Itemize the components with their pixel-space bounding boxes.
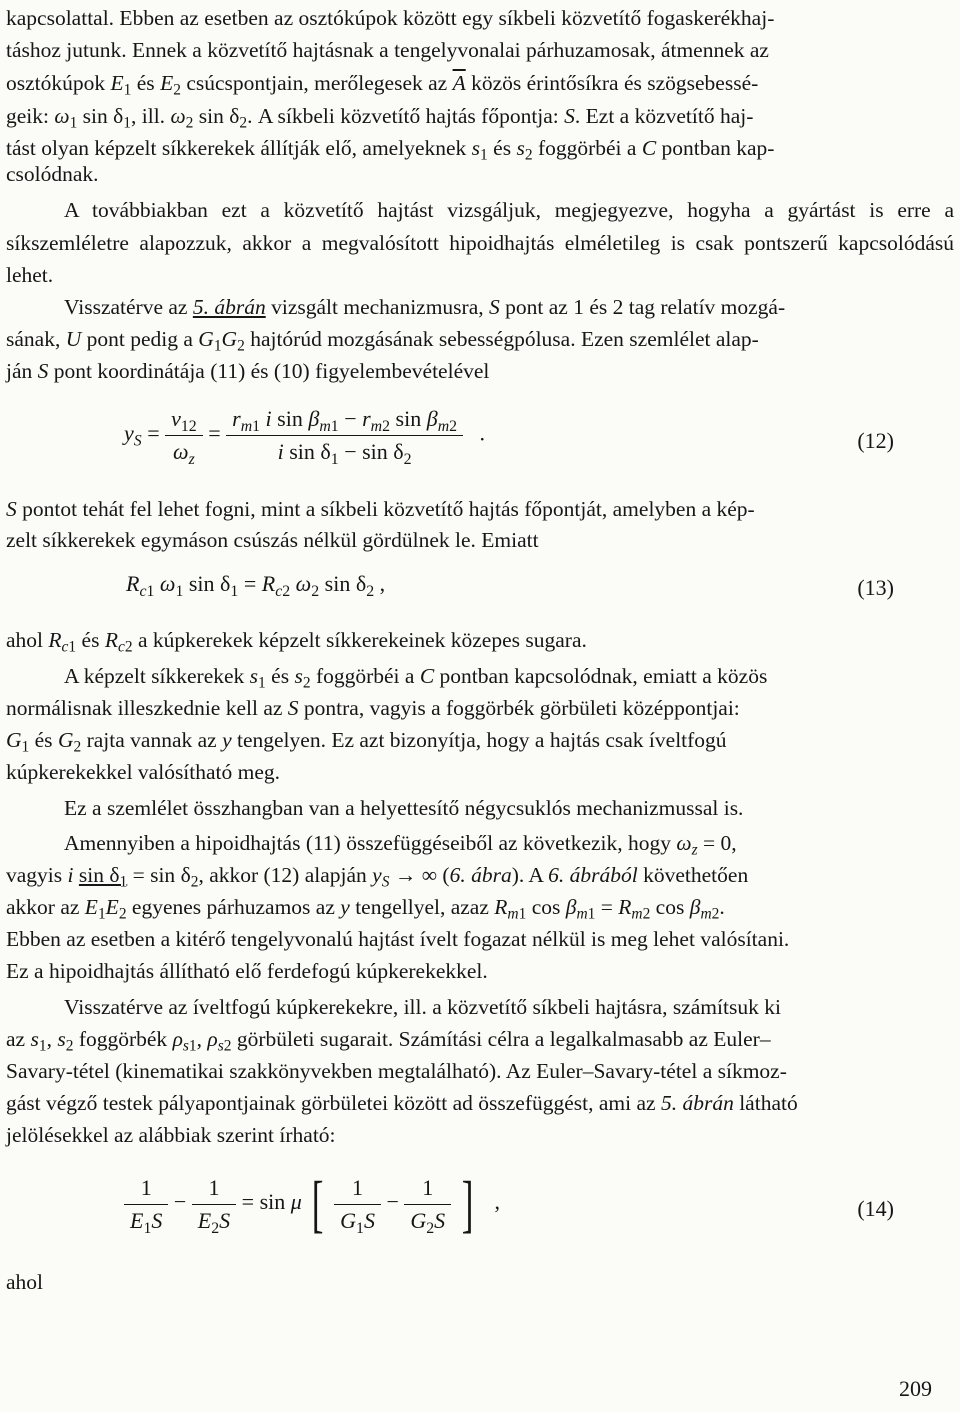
paragraph-line: Visszatérve az íveltfogú kúpkerekekre, ill. a közvetítő síkbeli hajtásra, számítsuk ki (64, 995, 781, 1019)
paragraph-line: Visszatérve az 5. ábrán vizsgált mechanizmusra, S pont az 1 és 2 tag relatív mozgá- (64, 295, 786, 319)
paragraph-line: sának, U pont pedig a $G_1G_2$ hajtórúd mozgásának sebességpólusa. Ezen szemlélet alap- (6, 327, 759, 355)
paragraph-line: akkor az $E_1E_2$ egyenes párhuzamos az y tengellyel, azaz $R_{m1}$ $\cos \beta_{m1} = R_{m2}$ $\cos \beta_{m2}$. (6, 895, 725, 923)
paragraph-line: normálisnak illeszkednie kell az S pontra, vagyis a foggörbék görbületi középpontjai: (6, 696, 740, 720)
paragraph-line: Ebben az esetben a kitérő tengelyvonalú hajtást ívelt fogazat nélkül is meg lehet valósítani. (6, 927, 790, 951)
paragraph-line: ján S pont koordinátája (11) és (10) figyelembevételével (6, 359, 490, 383)
paragraph-line: tást olyan képzelt síkkerekek állítják elő, amelyeknek $s_1$ és $s_2$ foggörbéi a C pontban kap- (6, 136, 775, 164)
paragraph-line: kapcsolattal. Ebben az esetben az osztókúpok között egy síkbeli közvetítő fogaskerékhaj- (6, 6, 775, 30)
paragraph-line: ahol $R_{c1}$ és $R_{c2}$ a kúpkerekek képzelt síkkerekeinek közepes sugara. (6, 628, 587, 656)
paragraph-line: osztókúpok $E_1$ és $E_2$ csúcspontjain, merőlegesek az $\overline{A}$ közös érintősíkra és szögsebessé- (6, 71, 759, 99)
paragraph-line: csolódnak. (6, 162, 99, 186)
paragraph-line: jelölésekkel az alábbiak szerint írható: (6, 1123, 336, 1147)
paragraph-line: kúpkerekekkel valósítható meg. (6, 760, 281, 784)
paragraph-line: gást végző testek pályapontjainak görbületei között ad összefüggést, ami az 5. ábrán látható (6, 1091, 798, 1115)
equation-number: (12) (857, 428, 894, 453)
paragraph-line: $G_1$ és $G_2$ rajta vannak az y tengelyen. Ez azt bizonyítja, hogy a hajtás csak íveltfogú (6, 728, 727, 756)
paragraph-line: zelt síkkerekek egymáson csúszás nélkül gördülnek le. Emiatt (6, 528, 539, 552)
equation-number: (14) (857, 1196, 894, 1221)
paragraph-line: vagyis i $\sin \delta_1 = \sin \delta_2$, akkor (12) alapján $y_S$ → ∞ (6. ábra). A 6. ábrából követhetően (6, 863, 749, 891)
paragraph-line: táshoz jutunk. Ennek a közvetítő hajtásnak a tengelyvonalai párhuzamosak, átmennek az (6, 38, 769, 62)
paragraph-line: geik: $\omega_1$ $\sin \delta_1$, ill. $\omega_2$ $\sin \delta_2$. A síkbeli közvetítő hajtás főpontja: S. Ezt a közvetítő haj- (6, 104, 754, 132)
paragraph: Ez a szemlélet összhangban van a helyettesítő négycsuklós mechanizmussal is. (64, 796, 744, 820)
page-number: 209 (899, 1376, 932, 1401)
paragraph-line: S pontot tehát fel lehet fogni, mint a síkbeli közvetítő hajtás főpontját, amelyben a kép- (6, 497, 755, 521)
paragraph-line: Savary-tétel (kinematikai szakkönyvekben megtalálható). Az Euler–Savary-tétel a síkmoz- (6, 1059, 787, 1083)
document-page: kapcsolattal. Ebben az esetben az osztókúpok között egy síkbeli közvetítő fogaskerékhaj- táshoz jutunk. Ennek a közvetítő hajtásnak a tengelyvonalai párhuzamosak, átmennek az osztókúpok $E_1$ és $E_2$ csúcspontjain, merőlegesek az $\overline{A}$ közös érintősíkra és szögsebessé- geik: $\omega_1$ $\sin \delta_1$, ill. $\omega_2$ $\sin \delta_2$. A síkbeli közvetítő hajtás főpontja: S. Ezt a közvetítő haj- tást olyan képzelt síkkerekek állítják elő, amelyeknek $s_1$ és $s_2$ foggörbéi a C pontban kap- csolódnak. A továbbiakban ezt a közvetítő hajtást vizsgáljuk, megjegyezve, hogyha a gyártást is erre a síkszemléletre alapozzuk, akkor a megvalósított hipoidhajtás elméletileg is csak pontszerű kapcsolódású lehet. Visszatérve az 5. ábrán vizsgált mechanizmusra, S pont az 1 és 2 tag relatív mozgá- sának, U pont pedig a $G_1G_2$ hajtórúd mozgásának sebességpólusa. Ezen szemlélet alap- ján S pont koordinátája (11) és (10) figyelembevételével $y_S$ = $\frac{v_{12}}{\omega_z}$ = $\frac{r_{m1} i \sin \beta_{m1} - r_{m2} \sin \beta_{m2}}{i \sin \delta_1 - \sin \delta_2}$ . (12) S pontot tehát fel lehet fogni, mint a síkbeli közvetítő hajtás főpontját, amelyben a kép- zelt síkkerekek egymáson csúszás nélkül gördülnek le. Emiatt $R_{c1}$ $\omega_1$ $\sin \delta_1 = R_{c2}$ $\omega_2$ $\sin \delta_2$ , (13) ahol $R_{c1}$ és $R_{c2}$ a kúpkerekek képzelt síkkerekeinek közepes sugara. A képzelt síkkerekek $s_1$ és $s_2$ foggörbéi a C pontban kapcsolódnak, emiatt a közös normálisnak illeszkednie kell az S pontra, vagyis a foggörbék görbületi középpontjai: $G_1$ és $G_2$ rajta vannak az y tengelyen. Ez azt bizonyítja, hogy a hajtás csak íveltfogú kúpkerekekkel valósítható meg. Ez a szemlélet összhangban van a helyettesítő négycsuklós mechanizmussal is. Amennyiben a hipoidhajtás (11) összefüggéseiből az következik, hogy $\omega_z = 0$, vagyis i $\sin \delta_1 = \sin \delta_2$, akkor (12) alapján $y_S$ → ∞ (6. ábra). A 6. ábrából követhetően akkor az $E_1E_2$ egyenes párhuzamos az y tengellyel, azaz $R_{m1}$ $\cos \beta_{m1} = R_{m2}$ $\cos \beta_{m2}$. Ebben az esetben a kitérő tengelyvonalú hajtást ívelt fogazat nélkül is meg lehet valósítani. Ez a hipoidhajtás állítható elő ferdefogú kúpkerekekkel. Visszatérve az íveltfogú kúpkerekekre, ill. a közvetítő síkbeli hajtásra, számítsuk ki az $s_1$, $s_2$ foggörbék $\rho_{s1}$, $\rho_{s2}$ görbületi sugarait. Számítási célra a legalkalmasabb az Euler– Savary-tétel (kinematikai szakkönyvekben megtalálható). Az Euler–Savary-tétel a síkmoz- gást végző testek pályapontjainak görbületei között ad összefüggést, ami az 5. ábrán látható jelölésekkel az alábbiak szerint írható: $\frac{1}{E_1S}$ − $\frac{1}{E_2S}$ = sin μ [ $\frac{1}{G_1S}$ − $\frac{1}{G_2S}$ ] , (14) ahol 209 (0, 0, 960, 1412)
paragraph-line: az $s_1$, $s_2$ foggörbék $\rho_{s1}$, $\rho_{s2}$ görbületi sugarait. Számítási célra a legalkalmasabb az Euler– (6, 1027, 771, 1055)
paragraph-line: Ez a hipoidhajtás állítható elő ferdefogú kúpkerekekkel. (6, 959, 488, 983)
paragraph: A továbbiakban ezt a közvetítő hajtást vizsgáljuk, megjegyezve, hogyha a gyártást is erre a síkszemléletre alapozzuk, akkor a megvalósított hipoidhajtás elméletileg is csak pontszerű kapcsolódású lehet. (6, 198, 954, 288)
paragraph-line: A képzelt síkkerekek $s_1$ és $s_2$ foggörbéi a C pontban kapcsolódnak, emiatt a közös (64, 664, 768, 692)
paragraph-line: ahol (6, 1270, 44, 1294)
paragraph-line: Amennyiben a hipoidhajtás (11) összefüggéseiből az következik, hogy $\omega_z = 0$, (64, 831, 737, 859)
equation-number: (13) (857, 575, 894, 600)
